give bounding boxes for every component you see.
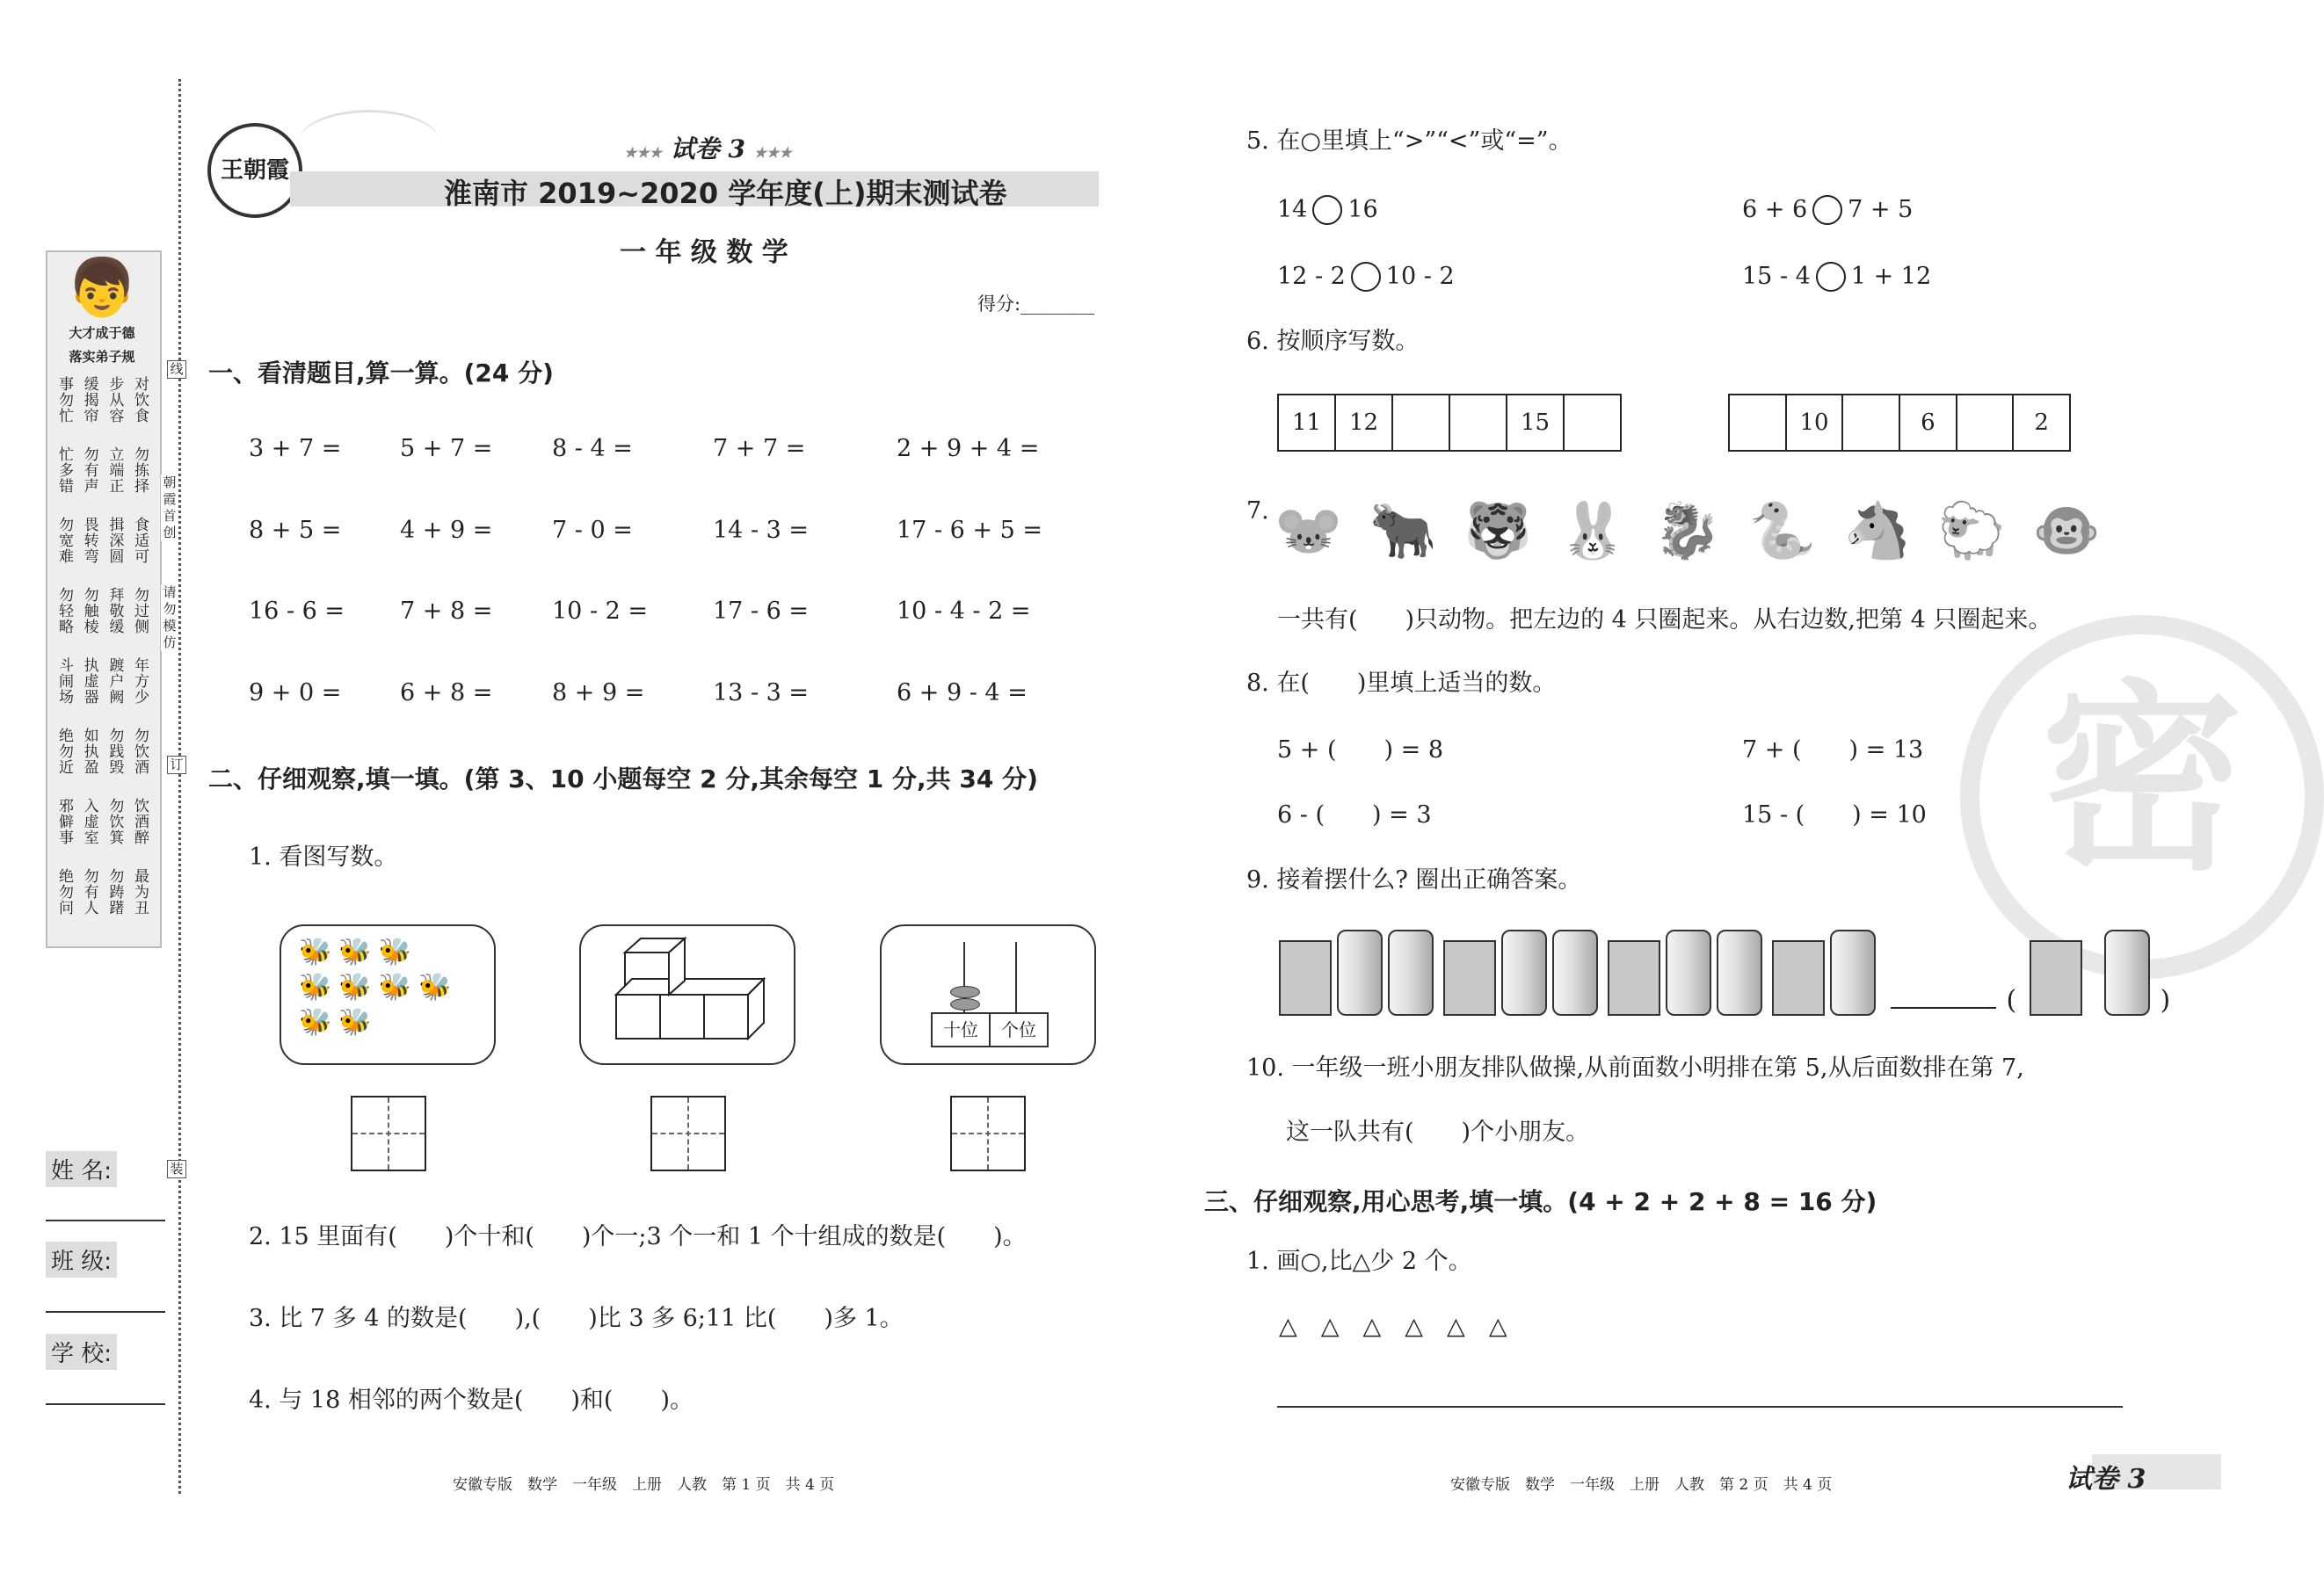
question-3: 3. 比 7 多 4 的数是( ),( )比 3 多 6;11 比( )多 1。 — [249, 1305, 904, 1332]
poem-column: 畏转弯 — [80, 517, 98, 564]
fill-problem: 6 - ( ) = 3 — [1277, 801, 1432, 829]
vertical-note-2: 请勿模仿 — [161, 584, 178, 651]
calc-problem: 8 + 9 = — [552, 679, 645, 706]
poem-column: 对饮食 — [130, 376, 149, 424]
compare-right: 16 — [1347, 196, 1378, 223]
dash-mark-order: 订 — [167, 756, 186, 774]
sequence-blank[interactable] — [1730, 395, 1787, 450]
poem-column: 揖深圆 — [105, 517, 124, 564]
poem-column: 忙多错 — [55, 446, 73, 494]
poem-group — [54, 517, 149, 583]
calc-problem: 7 - 0 = — [552, 517, 633, 544]
question-9: 9. 接着摆什么? 圈出正确答案。 — [1246, 866, 1582, 894]
calc-problem: 9 + 0 = — [249, 679, 342, 706]
poem-group — [54, 446, 149, 513]
question-4: 4. 与 18 相邻的两个数是( )和( )。 — [249, 1387, 694, 1414]
rules-poem — [54, 376, 149, 938]
stamp-text: 密 — [2040, 663, 2243, 898]
poem-column: 食适可 — [130, 517, 149, 564]
soda-can-icon — [1337, 930, 1383, 1016]
question-10-line-1: 10. 一年级一班小朋友排队做操,从前面数小明排在第 5,从后面数排在第 7, — [1246, 1054, 2024, 1082]
calc-problem: 17 - 6 + 5 = — [897, 517, 1042, 544]
star-icon: ★★★ — [753, 144, 792, 161]
poem-column: 拜敬缓 — [105, 587, 124, 634]
rabbit-icon[interactable]: 🐰 — [1558, 498, 1627, 562]
poem-column: 勿有人 — [80, 868, 98, 916]
school-field[interactable] — [46, 1403, 165, 1405]
sequence-number: 11 — [1279, 395, 1336, 450]
mouse-icon[interactable]: 🐭 — [1275, 498, 1343, 562]
sequence-blank[interactable] — [1565, 395, 1620, 450]
compare-right: 10 - 2 — [1385, 263, 1455, 290]
poem-column: 执虚器 — [80, 657, 98, 705]
calc-problem: 7 + 7 = — [713, 435, 806, 462]
poem-column: 最为丑 — [130, 868, 149, 916]
calc-problem: 8 - 4 = — [552, 435, 633, 462]
calc-problem: 5 + 7 = — [400, 435, 493, 462]
soda-can-icon — [1501, 930, 1547, 1016]
abacus-base — [931, 1012, 1049, 1047]
calc-problem: 4 + 9 = — [400, 517, 493, 544]
compare-circle-input[interactable] — [1812, 195, 1842, 225]
abacus-bead — [950, 986, 980, 998]
abacus-tens-label: 十位 — [933, 1014, 991, 1046]
poem-column: 步从容 — [105, 376, 124, 424]
corner-tag: 试卷 3 — [2066, 1464, 2146, 1495]
poem-group — [54, 798, 149, 865]
right-footer: 安徽专版 数学 一年级 上册 人教 第 2 页 共 4 页 — [1450, 1476, 1833, 1494]
sequence-blank[interactable] — [1450, 395, 1507, 450]
calc-problem: 17 - 6 = — [713, 598, 810, 625]
left-footer: 安徽专版 数学 一年级 上册 人教 第 1 页 共 4 页 — [453, 1476, 835, 1494]
answer-box-1[interactable] — [351, 1096, 426, 1171]
scholar-figure-icon: 👦 — [67, 256, 137, 321]
poem-column: 勿过侧 — [130, 587, 149, 634]
calc-problem: 6 + 8 = — [400, 679, 493, 706]
section-2-title: 二、仔细观察,填一填。(第 3、10 小题每空 2 分,其余每空 1 分,共 34 分) — [208, 764, 1038, 793]
compare-item — [1742, 262, 1931, 292]
tag-label: 试卷 — [670, 134, 720, 163]
poem-column: 勿踌躇 — [105, 868, 124, 916]
tiger-icon[interactable]: 🐯 — [1463, 498, 1532, 562]
calc-problem: 13 - 3 = — [713, 679, 810, 706]
vertical-note-1: 朝霞首创 — [161, 474, 178, 541]
name-field[interactable] — [46, 1220, 165, 1221]
soda-can-icon — [1830, 930, 1876, 1016]
class-label: 班 级: — [46, 1242, 117, 1278]
fill-problem: 15 - ( ) = 10 — [1742, 801, 1927, 829]
poem-column: 踱户阙 — [105, 657, 124, 705]
poem-group — [54, 657, 149, 724]
cubes-picture — [579, 924, 795, 1065]
sequence-blank[interactable] — [1843, 395, 1900, 450]
motto-box — [49, 253, 155, 367]
motto-line2: 落实弟子规 — [69, 349, 135, 365]
sequence-number: 2 — [2034, 409, 2049, 436]
sequence-number: 12 — [1336, 395, 1393, 450]
pattern-blank[interactable] — [1891, 1007, 1996, 1009]
dash-mark-line: 线 — [167, 360, 186, 379]
poem-column: 勿饮箕 — [105, 798, 124, 845]
poem-column: 绝勿近 — [55, 728, 73, 775]
animals-row — [1275, 485, 2101, 566]
binding-dotted-line — [178, 79, 181, 1494]
soda-can-icon — [1388, 930, 1434, 1016]
poem-column: 饮酒醉 — [130, 798, 149, 845]
score-field[interactable]: 得分:________ — [977, 293, 1095, 315]
sequence-number: 10 — [1787, 395, 1844, 450]
fill-problem: 5 + ( ) = 8 — [1277, 736, 1443, 764]
choice-close-paren: ) — [2160, 985, 2171, 1016]
poem-column: 勿触棱 — [80, 587, 98, 634]
compare-circle-input[interactable] — [1312, 195, 1342, 225]
compare-item — [1742, 195, 1913, 225]
tag-line — [624, 130, 792, 165]
school-label: 学 校: — [46, 1334, 117, 1370]
monkey-icon[interactable]: 🐵 — [2032, 498, 2101, 562]
brand-logo — [207, 123, 302, 218]
compare-left: 6 + 6 — [1742, 196, 1808, 223]
snake-icon[interactable]: 🐍 — [1748, 498, 1817, 562]
poem-group — [54, 868, 149, 935]
poem-column: 立端正 — [105, 446, 124, 494]
sheep-icon[interactable]: 🐑 — [1937, 498, 2007, 562]
poem-column: 勿宽难 — [55, 517, 73, 564]
poem-column: 勿轻略 — [55, 587, 73, 634]
poem-group — [54, 728, 149, 794]
choice-milk-box[interactable] — [2030, 940, 2082, 1016]
answer-line[interactable] — [1277, 1406, 2123, 1408]
abacus-picture — [880, 924, 1096, 1065]
section-1-title: 一、看清题目,算一算。(24 分) — [208, 359, 554, 388]
brand-logo-text: 王朝霞 — [220, 157, 289, 184]
subject-title: 一 年 级 数 学 — [620, 237, 788, 268]
calc-problem: 8 + 5 = — [249, 517, 342, 544]
question-1: 1. 看图写数。 — [249, 844, 398, 871]
sequence-row-1 — [1277, 394, 1622, 452]
poem-column: 事勿忙 — [55, 376, 73, 424]
poem-column: 缓揭帘 — [80, 376, 98, 424]
poem-column: 年方少 — [130, 657, 149, 705]
soda-can-icon — [1666, 930, 1711, 1016]
poem-column: 邪僻事 — [55, 798, 73, 845]
ribbon-decoration — [299, 110, 439, 174]
calc-problem: 10 - 2 = — [552, 598, 649, 625]
poem-column: 入虚室 — [80, 798, 98, 845]
sequence-number: 15 — [1507, 395, 1565, 450]
triangles-row: △ △ △ △ △ △ — [1279, 1313, 1507, 1340]
question-7-number: 7. — [1246, 497, 1269, 525]
compare-right: 7 + 5 — [1848, 196, 1914, 223]
pattern-row — [1279, 930, 2170, 1018]
soda-can-icon — [1717, 930, 1762, 1016]
question-7-text: 一共有( )只动物。把左边的 4 只圈起来。从右边数,把第 4 只圈起来。 — [1277, 606, 2052, 634]
fill-problem: 7 + ( ) = 13 — [1742, 736, 1924, 764]
motto-line1: 大才成于德 — [69, 325, 135, 341]
calc-problem: 7 + 8 = — [400, 598, 493, 625]
poem-column: 勿有声 — [80, 446, 98, 494]
question-2: 2. 15 里面有( )个十和( )个一;3 个一和 1 个十组成的数是( )。 — [249, 1223, 1027, 1250]
abacus-ones-label: 个位 — [1001, 1019, 1036, 1040]
bees-picture — [280, 924, 496, 1065]
name-label: 姓 名: — [46, 1151, 117, 1187]
page-title: 淮南市 2019~2020 学年度(上)期末测试卷 — [444, 177, 1007, 210]
calc-problem: 2 + 9 + 4 = — [897, 435, 1040, 462]
bee-icon: 🐝🐝🐝 🐝🐝🐝🐝 🐝🐝 — [299, 937, 459, 1038]
dash-mark-bind: 装 — [167, 1160, 186, 1178]
poem-column: 勿践毁 — [105, 728, 124, 775]
compare-item — [1277, 262, 1455, 292]
sequence-number: 6 — [1900, 395, 1957, 450]
poem-column: 绝勿问 — [55, 868, 73, 916]
compare-left: 12 - 2 — [1277, 263, 1346, 290]
poem-column: 斗闹场 — [55, 657, 73, 705]
poem-column: 勿饮酒 — [130, 728, 149, 775]
soda-can-icon — [1552, 930, 1598, 1016]
question-8: 8. 在( )里填上适当的数。 — [1246, 670, 1557, 697]
calc-problem: 16 - 6 = — [249, 598, 345, 625]
milk-box-icon — [1279, 940, 1332, 1016]
question-6: 6. 按顺序写数。 — [1246, 328, 1420, 355]
compare-circle-input[interactable] — [1351, 262, 1381, 292]
dragon-icon[interactable]: 🐉 — [1653, 498, 1722, 562]
compare-circle-input[interactable] — [1816, 262, 1846, 292]
sequence-row-2 — [1728, 394, 2071, 452]
abacus-bead — [950, 998, 980, 1011]
choice-soda-can[interactable] — [2104, 930, 2150, 1016]
choice-open-paren: ( — [2006, 985, 2017, 1016]
answer-box-2[interactable] — [650, 1096, 726, 1171]
poem-column: 如执盈 — [80, 728, 98, 775]
calc-problem: 3 + 7 = — [249, 435, 342, 462]
class-field[interactable] — [46, 1311, 165, 1313]
section-3-title: 三、仔细观察,用心思考,填一填。(4 + 2 + 2 + 8 = 16 分) — [1204, 1187, 1877, 1216]
ox-icon[interactable]: 🐂 — [1369, 498, 1438, 562]
milk-box-icon — [1608, 940, 1660, 1016]
question-10-line-2: 这一队共有( )个小朋友。 — [1286, 1119, 1590, 1146]
tag-number: 3 — [728, 134, 746, 163]
calc-problem: 14 - 3 = — [713, 517, 810, 544]
answer-box-3[interactable] — [950, 1096, 1026, 1171]
compare-item — [1277, 195, 1378, 225]
calc-problem: 6 + 9 - 4 = — [897, 679, 1028, 706]
section-3-question-1: 1. 画○,比△少 2 个。 — [1246, 1248, 1472, 1275]
poem-group — [54, 587, 149, 654]
cubes-icon — [581, 926, 794, 1063]
calc-problem: 10 - 4 - 2 = — [897, 598, 1031, 625]
secret-stamp — [1960, 615, 2324, 979]
poem-column: 勿拣择 — [130, 446, 149, 494]
compare-left: 14 — [1277, 196, 1308, 223]
sequence-blank[interactable] — [1957, 395, 2015, 450]
poem-group — [54, 376, 149, 443]
star-icon: ★★★ — [624, 144, 663, 161]
horse-icon[interactable]: 🐴 — [1843, 498, 1912, 562]
compare-left: 15 - 4 — [1742, 263, 1811, 290]
compare-right: 1 + 12 — [1850, 263, 1932, 290]
milk-box-icon — [1443, 940, 1496, 1016]
question-5: 5. 在○里填上“>”“<”或“=”。 — [1246, 127, 1572, 155]
milk-box-icon — [1772, 940, 1825, 1016]
abacus-rod-ones — [1015, 942, 1017, 1012]
sequence-blank[interactable] — [1393, 395, 1450, 450]
